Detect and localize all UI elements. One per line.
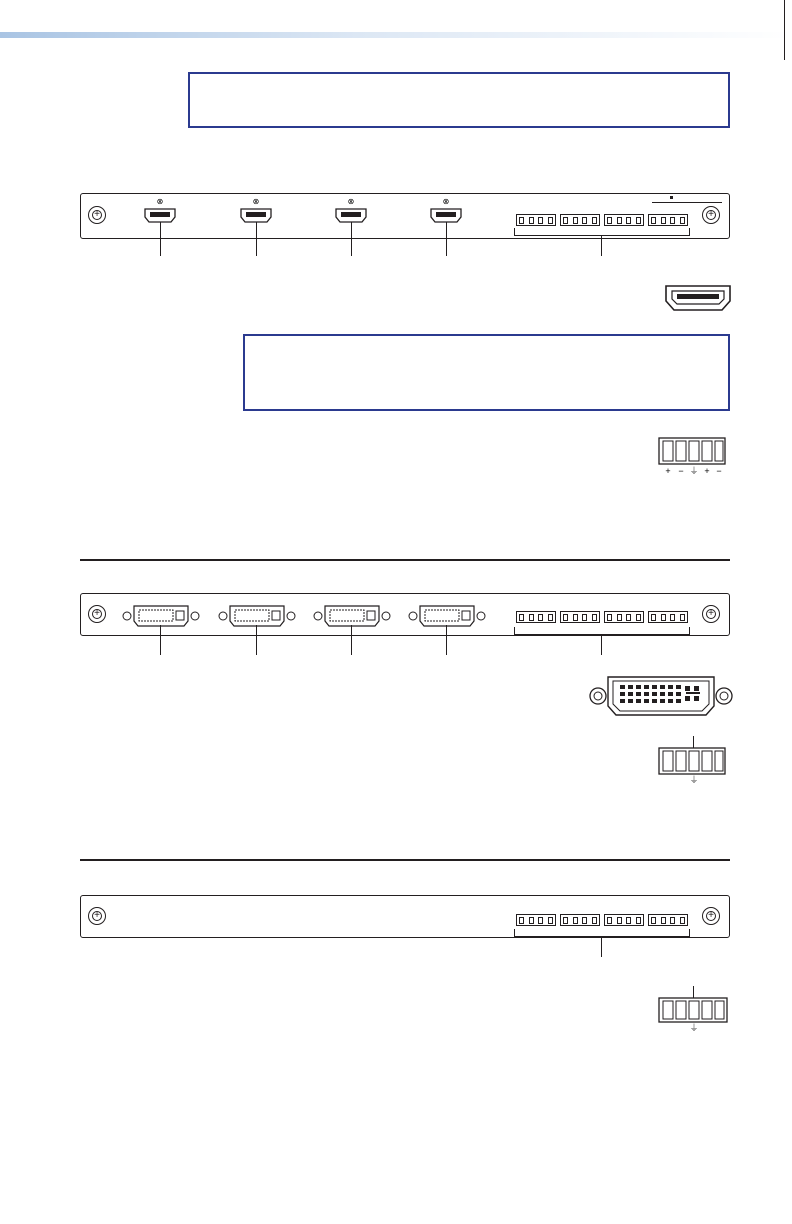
- left-captive-screw-icon: [88, 907, 106, 925]
- audio-bracket: [514, 929, 690, 937]
- callout-line: [160, 625, 161, 655]
- audio-terminal-block: [516, 611, 556, 623]
- dvi-connector-detail-icon: [588, 674, 734, 718]
- callout-line: [446, 625, 447, 655]
- callout-line: [351, 222, 352, 256]
- svg-text:⊗: ⊗: [252, 197, 260, 206]
- svg-text:+: +: [704, 466, 710, 476]
- svg-text:⊗: ⊗: [347, 197, 355, 206]
- hdmi-connector-detail-icon: [664, 284, 732, 312]
- svg-text:⏚: ⏚: [689, 1023, 699, 1033]
- five-pin-terminal-detail-icon: [656, 436, 728, 480]
- svg-text:⊗: ⊗: [156, 197, 164, 206]
- right-captive-screw-icon: [702, 907, 720, 925]
- five-pin-terminal-detail-icon: [656, 746, 728, 786]
- note-box: [188, 72, 730, 128]
- dvi-input-1-icon: [122, 603, 200, 629]
- audio-terminal-block: [516, 214, 556, 226]
- right-captive-screw-icon: [702, 206, 720, 224]
- right-captive-screw-icon: [702, 605, 720, 623]
- callout-line: [601, 937, 602, 957]
- callout-line: [160, 222, 161, 256]
- section-divider: [80, 559, 730, 561]
- audio-terminal-block: [516, 914, 556, 926]
- audio-terminal-block: [604, 214, 644, 226]
- audio-terminal-block: [560, 611, 600, 623]
- svg-text:−: −: [716, 466, 722, 476]
- callout-line: [256, 222, 257, 256]
- indicator-mark: [670, 196, 673, 199]
- audio-terminal-block: [604, 914, 644, 926]
- callout-line: [601, 635, 602, 655]
- dvi-input-2-icon: [218, 603, 296, 629]
- dvi-input-4-icon: [408, 603, 486, 629]
- audio-terminal-block: [560, 914, 600, 926]
- audio-terminal-block: [560, 214, 600, 226]
- audio-terminal-block: [648, 914, 688, 926]
- five-pin-terminal-detail-icon: [656, 996, 730, 1036]
- callout-line: [351, 625, 352, 655]
- header-bar: [0, 32, 792, 38]
- label-underline: [652, 202, 722, 203]
- svg-text:⏚: ⏚: [689, 775, 699, 785]
- callout-line: [256, 625, 257, 655]
- callout-line: [601, 236, 602, 256]
- svg-text:−: −: [678, 466, 684, 476]
- callout-line: [446, 222, 447, 256]
- dvi-input-3-icon: [313, 603, 391, 629]
- audio-terminal-block: [648, 611, 688, 623]
- left-captive-screw-icon: [88, 206, 106, 224]
- audio-bracket: [514, 228, 690, 236]
- svg-text:⏚: ⏚: [689, 466, 699, 476]
- note-box: [243, 334, 730, 411]
- audio-terminal-block: [648, 214, 688, 226]
- audio-terminal-block: [604, 611, 644, 623]
- svg-text:⊗: ⊗: [442, 197, 450, 206]
- section-divider: [80, 859, 730, 861]
- svg-text:+: +: [665, 466, 671, 476]
- audio-bracket: [514, 627, 690, 635]
- page-cut-mark: [784, 0, 785, 60]
- left-captive-screw-icon: [88, 605, 106, 623]
